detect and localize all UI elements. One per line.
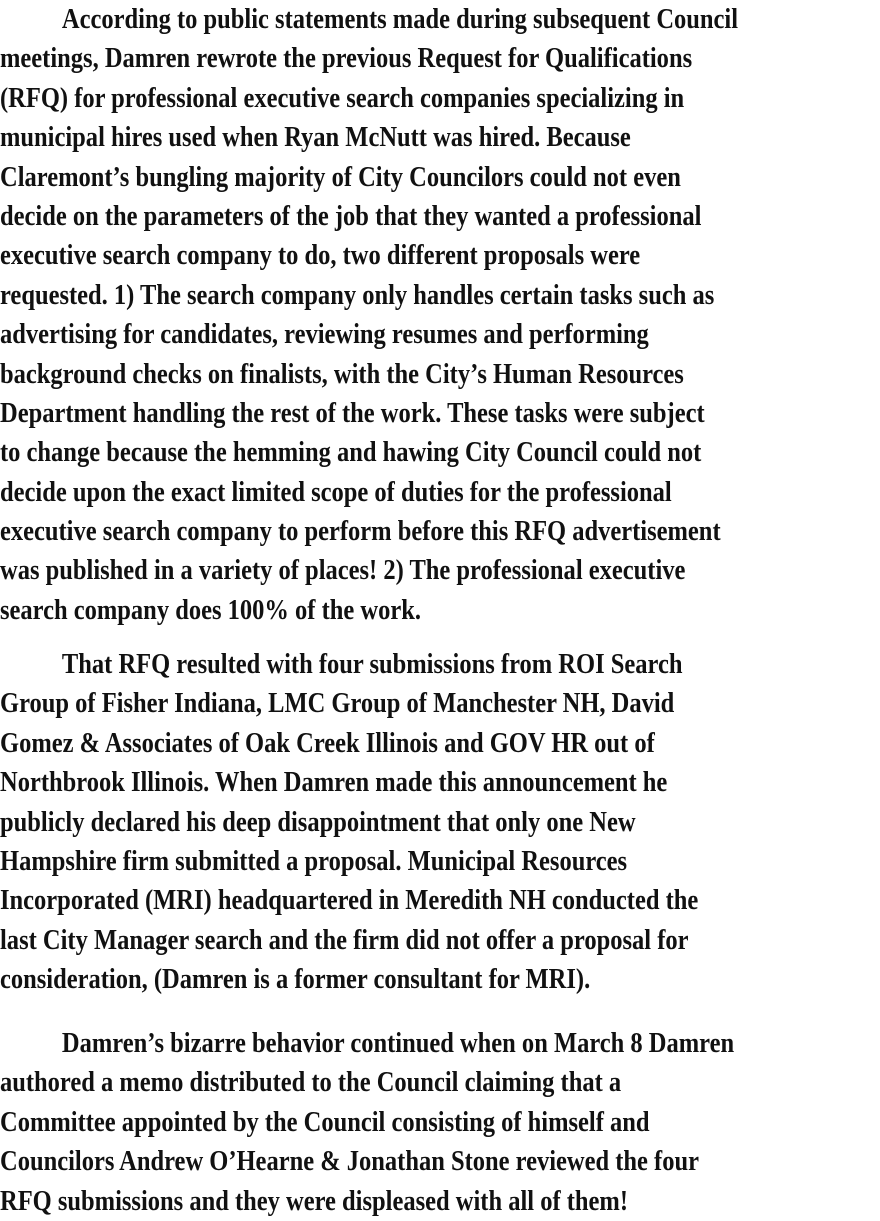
text-line: Claremont’s bungling majority of City Councilors could not even xyxy=(0,161,681,193)
text-line: background checks on finalists, with the City’s Human Resources xyxy=(0,358,684,390)
text-line: Gomez & Associates of Oak Creek Illinois and GOV HR out of xyxy=(0,727,655,759)
text-line: requested. 1) The search company only handles certain tasks such as xyxy=(0,279,715,311)
paragraph-committee-memo xyxy=(0,1024,880,1221)
text-line: RFQ submissions and they were displeased with all of them! xyxy=(0,1185,629,1217)
text-line: municipal hires used when Ryan McNutt was hired. Because xyxy=(0,122,631,154)
text-line: Hampshire firm submitted a proposal. Municipal Resources xyxy=(0,845,628,877)
text-line: was published in a variety of places! 2) The professional executive xyxy=(0,555,686,587)
text-line: consideration, (Damren is a former consultant for MRI). xyxy=(0,964,591,996)
text-line: search company does 100% of the work. xyxy=(0,594,421,626)
text-line: Committee appointed by the Council consisting of himself and xyxy=(0,1106,650,1138)
text-line: Councilors Andrew O’Hearne & Jonathan Stone reviewed the four xyxy=(0,1146,699,1178)
text-line: publicly declared his deep disappointment that only one New xyxy=(0,806,636,838)
text-line: executive search company to do, two different proposals were xyxy=(0,240,641,272)
text-line: meetings, Damren rewrote the previous Request for Qualifications xyxy=(0,43,693,75)
text-line: (RFQ) for professional executive search companies specializing in xyxy=(0,82,685,114)
text-line: Department handling the rest of the work. These tasks were subject xyxy=(0,397,705,429)
text-line: authored a memo distributed to the Council claiming that a xyxy=(0,1067,622,1099)
text-line: executive search company to perform before this RFQ advertisement xyxy=(0,516,721,548)
text-line: last City Manager search and the firm did not offer a proposal for xyxy=(0,924,689,956)
text-line: decide upon the exact limited scope of duties for the professional xyxy=(0,476,672,508)
text-line: Damren’s bizarre behavior continued when on March 8 Damren xyxy=(61,1028,735,1059)
text-line: Incorporated (MRI) headquartered in Meredith NH conducted the xyxy=(0,885,699,917)
paragraph-rfq-submissions xyxy=(0,645,880,1000)
text-line: Northbrook Illinois. When Damren made this announcement he xyxy=(0,767,668,799)
text-line: Group of Fisher Indiana, LMC Group of Manchester NH, David xyxy=(0,688,675,720)
text-line: to change because the hemming and hawing City Council could not xyxy=(0,437,702,469)
text-line: That RFQ resulted with four submissions from ROI Search xyxy=(61,649,683,680)
text-line: decide on the parameters of the job that they wanted a professional xyxy=(0,200,702,232)
text-line: advertising for candidates, reviewing resumes and performing xyxy=(0,319,649,351)
text-line: According to public statements made during subsequent Council xyxy=(61,4,739,35)
